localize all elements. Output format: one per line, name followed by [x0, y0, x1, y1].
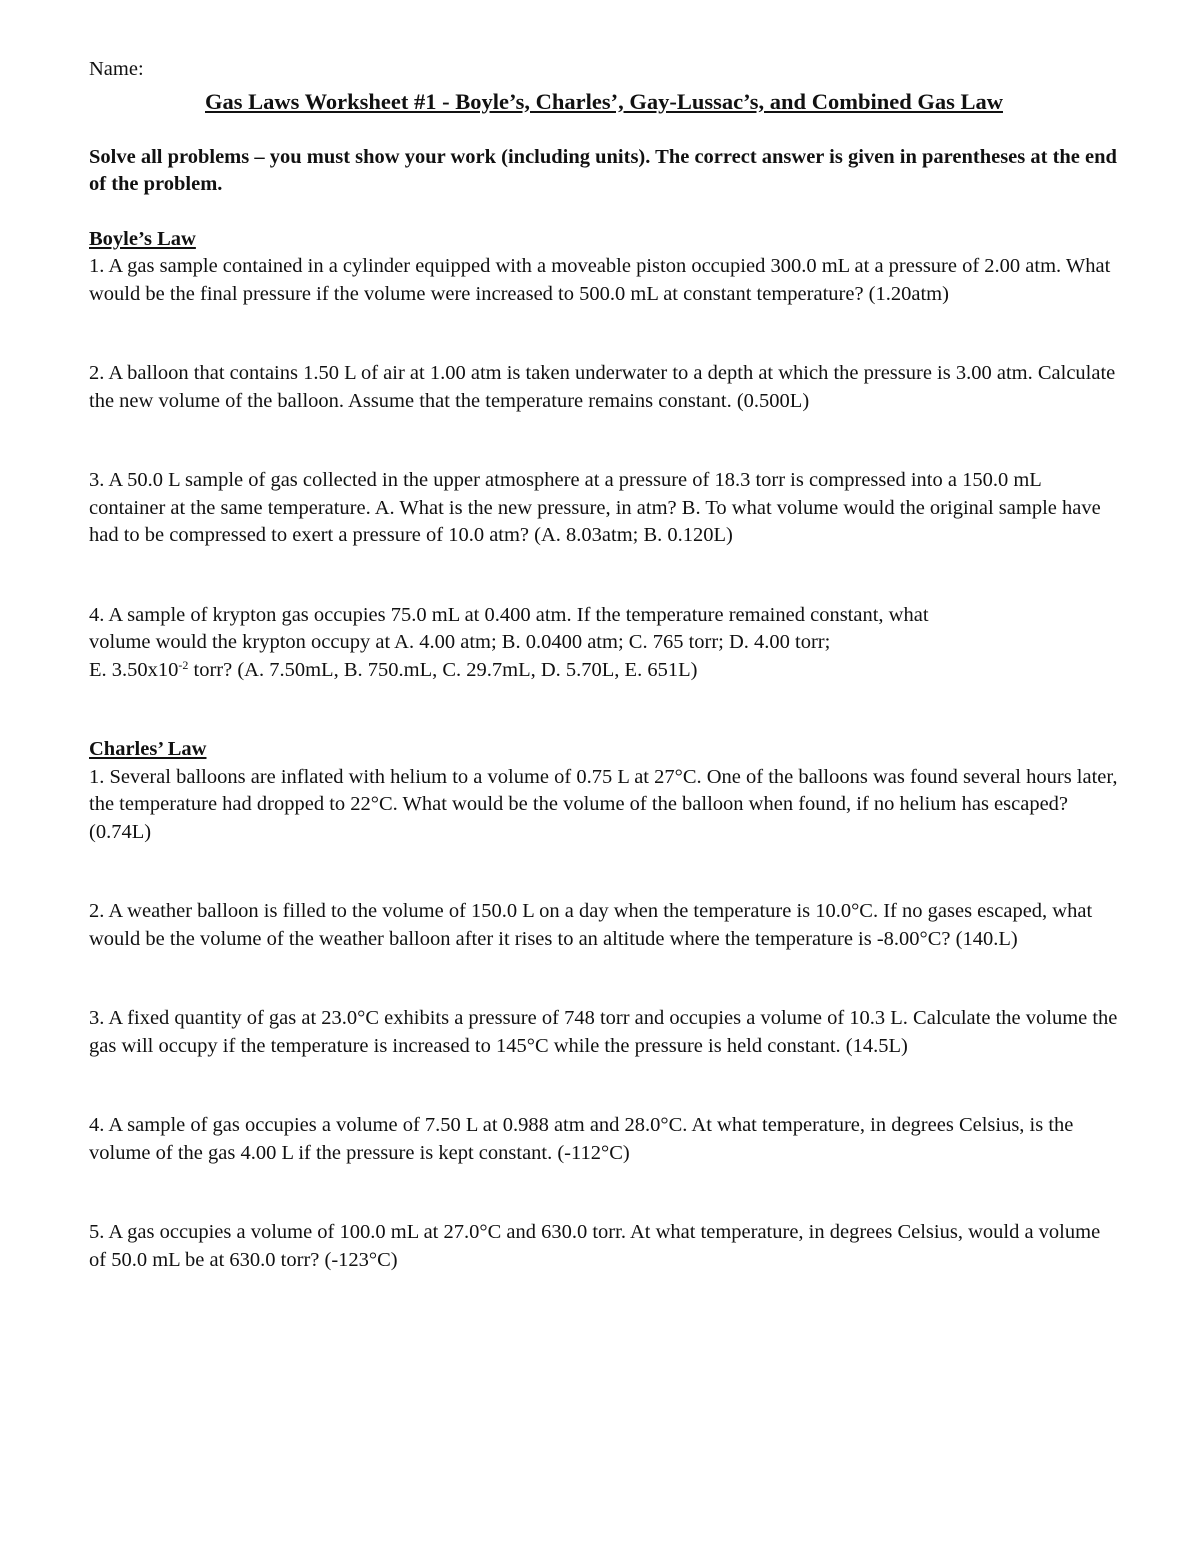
charles-problem-5: 5. A gas occupies a volume of 100.0 mL at 27.0°C and 630.0 torr. At what temperature, in degrees Celsius, would a volume of 50.0 mL be at 630.0 torr? (-123°C)	[89, 1221, 1101, 1271]
boyles-problem-4-line-3	[89, 657, 1119, 685]
charles-problem-2: 2. A weather balloon is filled to the volume of 150.0 L on a day when the temperature is 10.0°C. If no gases escaped, what would be the volume of the weather balloon after it rises to an altitude where the temperature is -8.00°C? (140.L)	[89, 900, 1093, 950]
boyles-problem-4	[89, 602, 1119, 685]
name-label: Name:	[89, 58, 144, 80]
charles-law-heading: Charles’ Law	[89, 738, 207, 760]
boyles-problem-3: 3. A 50.0 L sample of gas collected in the upper atmosphere at a pressure of 18.3 torr is compressed into a 150.0 mL container at the same temperature. A. What is the new pressure, in atm? B. To what volume would the original sample have had to be compressed to exert a pressure of 10.0 atm? (A. 8.03atm; B. 0.120L)	[89, 469, 1101, 546]
boyles-problem-2: 2. A balloon that contains 1.50 L of air at 1.00 atm is taken underwater to a depth at which the pressure is 3.00 atm. Calculate the new volume of the balloon. Assume that the temperature remains constant. (0.500L)	[89, 362, 1116, 412]
instructions: Solve all problems – you must show your work (including units). The correct answer is given in parentheses at the end of the problem.	[89, 145, 1117, 195]
boyles-problem-1: 1. A gas sample contained in a cylinder equipped with a moveable piston occupied 300.0 mL at a pressure of 2.00 atm. What would be the final pressure if the volume were increased to 500.0 mL at constant temperature? (1.20atm)	[89, 255, 1111, 305]
boyles-problem-4-e-prefix: E. 3.50x10	[89, 658, 179, 681]
charles-problem-4: 4. A sample of gas occupies a volume of 7.50 L at 0.988 atm and 28.0°C. At what temperature, in degrees Celsius, is the volume of the gas 4.00 L if the pressure is kept constant. (-112°C)	[89, 1114, 1074, 1164]
boyles-problem-4-line-2: volume would the krypton occupy at A. 4.00 atm; B. 0.0400 atm; C. 765 torr; D. 4.00 torr;	[89, 631, 831, 653]
worksheet-title: Gas Laws Worksheet #1 - Boyle’s, Charles’, Gay-Lussac’s, and Combined Gas Law	[205, 88, 1003, 114]
charles-problem-3: 3. A fixed quantity of gas at 23.0°C exhibits a pressure of 748 torr and occupies a volume of 10.3 L. Calculate the volume the gas will occupy if the temperature is increased to 145°C while the pressure is held constant. (14.5L)	[89, 1007, 1118, 1057]
boyles-problem-4-line-1: 4. A sample of krypton gas occupies 75.0 mL at 0.400 atm. If the temperature remained constant, what	[89, 603, 929, 626]
boyles-problem-4-e-suffix: torr? (A. 7.50mL, B. 750.mL, C. 29.7mL, D. 5.70L, E. 651L)	[188, 658, 698, 681]
charles-problem-1: 1. Several balloons are inflated with helium to a volume of 0.75 L at 27°C. One of the balloons was found several hours later, the temperature had dropped to 22°C. What would be the volume of the balloon when found, if no helium has escaped? (0.74L)	[89, 765, 1118, 843]
boyles-law-heading: Boyle’s Law	[89, 227, 196, 250]
worksheet-page	[89, 56, 1119, 1274]
exponent: -2	[178, 657, 189, 672]
